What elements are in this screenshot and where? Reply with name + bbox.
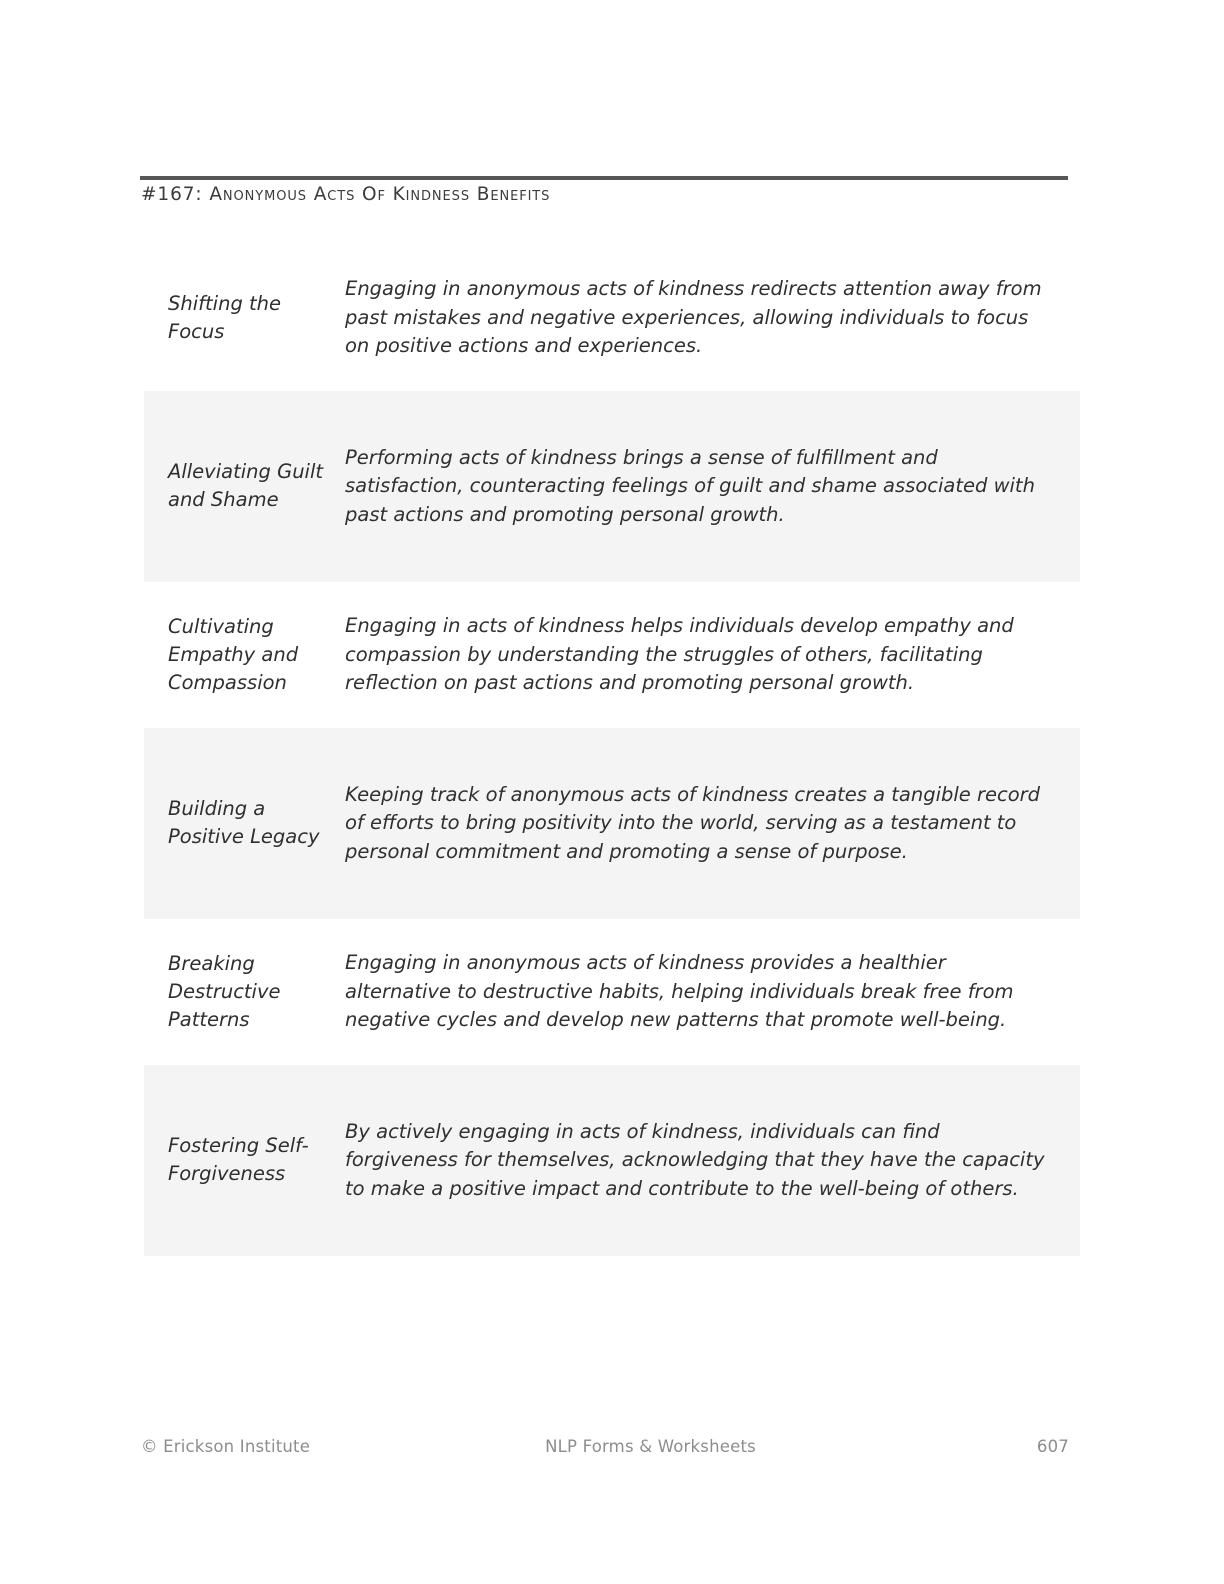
table-row	[144, 919, 1080, 1065]
table-row	[144, 1065, 1080, 1257]
row-description-cell	[345, 949, 1080, 1035]
row-description: Engaging in acts of kindness helps individuals develop empathy and compassion by understanding the struggles of others, facilitating reflection on past actions and promoting personal growth.	[345, 614, 1014, 694]
row-description: Engaging in anonymous acts of kindness provides a healthier alternative to destructive habits, helping individuals break free from negative cycles and develop new patterns that promote well-being.	[345, 951, 1014, 1031]
row-label-cell	[144, 1118, 345, 1204]
header-rule	[140, 176, 1068, 180]
row-label: Alleviating Guilt and Shame	[168, 460, 324, 512]
row-description-cell	[345, 275, 1080, 361]
row-label: Shifting the Focus	[168, 291, 282, 343]
table-row	[144, 245, 1080, 391]
row-label-cell	[144, 444, 345, 530]
row-label-cell	[144, 612, 345, 698]
row-label: Cultivating Empathy and Compassion	[168, 614, 299, 694]
row-label-cell	[144, 781, 345, 867]
table-row	[144, 391, 1080, 583]
row-description-cell	[345, 1118, 1080, 1204]
footer-document-name: NLP Forms & Worksheets	[545, 1437, 756, 1456]
row-description: Performing acts of kindness brings a sense of fulfillment and satisfaction, counteracting feelings of guilt and shame associated with past actions and promoting personal growth.	[345, 445, 1035, 526]
table-row	[144, 728, 1080, 920]
row-description: By actively engaging in acts of kindness, individuals can find forgiveness for themselves, acknowledging that they have the capacity to make a positive impact and contribute to the well-being of others.	[345, 1119, 1045, 1200]
benefits-table	[144, 245, 1080, 1256]
row-description-cell	[345, 612, 1080, 698]
row-description: Engaging in anonymous acts of kindness redirects attention away from past mistakes and negative experiences, allowing individuals to focus on positive actions and experiences.	[345, 277, 1042, 357]
table-row	[144, 582, 1080, 728]
row-description-cell	[345, 781, 1080, 867]
row-label: Fostering Self-Forgiveness	[168, 1134, 309, 1186]
row-description: Keeping track of anonymous acts of kindness creates a tangible record of efforts to bring positivity into the world, serving as a testament to personal commitment and promoting a sense of purpose.	[345, 782, 1041, 863]
row-label: Breaking Destructive Patterns	[168, 951, 281, 1031]
footer-copyright: © Erickson Institute	[141, 1437, 311, 1456]
row-label-cell	[144, 949, 345, 1035]
row-label: Building a Positive Legacy	[168, 797, 320, 849]
row-description-cell	[345, 444, 1080, 530]
footer-page-number: 607	[1036, 1437, 1069, 1456]
row-label-cell	[144, 275, 345, 361]
page-title: #167: Anonymous Acts Of Kindness Benefits	[141, 184, 551, 205]
page-footer	[141, 1437, 1069, 1456]
